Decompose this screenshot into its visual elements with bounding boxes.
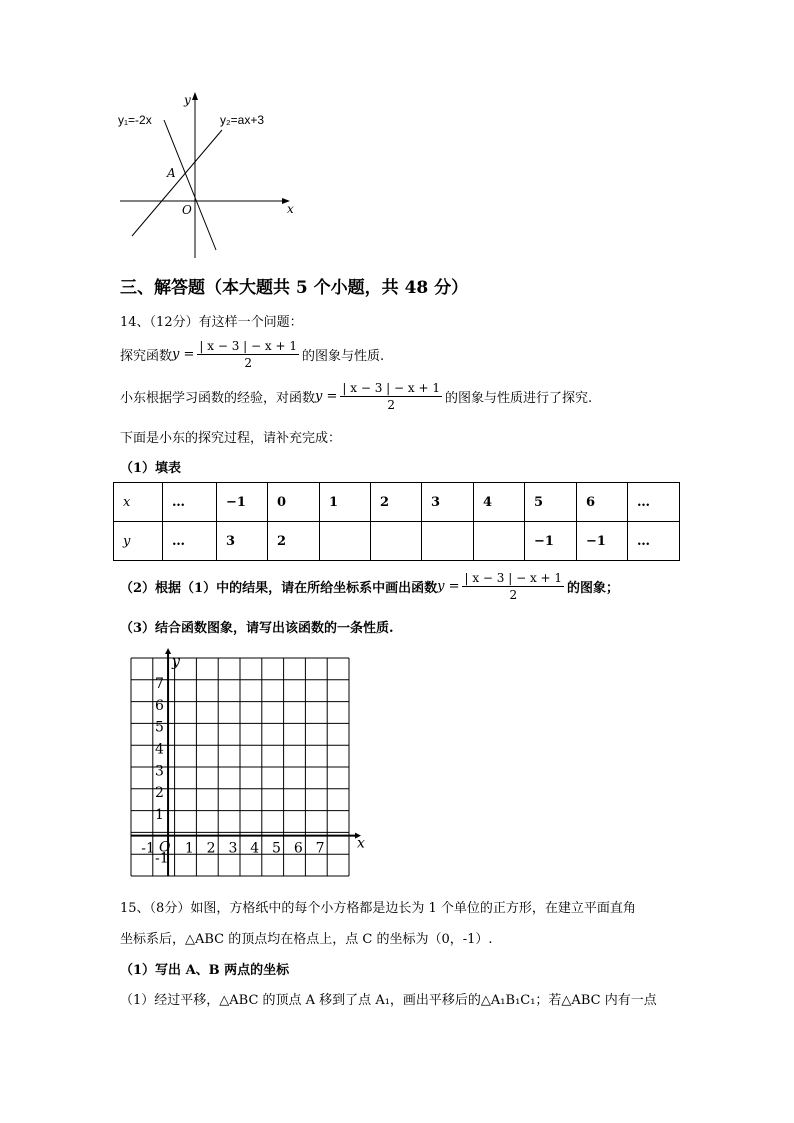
table-cell: …: [163, 483, 217, 522]
q14-line2: [120, 380, 592, 413]
grid-x-tick-label: 4: [250, 840, 260, 857]
formula-numerator: | x − 3 | − x + 1: [464, 571, 563, 585]
grid-y-tick-label: 5: [155, 719, 164, 736]
formula-denominator: 2: [244, 356, 252, 370]
table-cell-blank[interactable]: [320, 522, 371, 561]
formula-y: y =: [437, 579, 460, 594]
grid-x-tick-label: 6: [293, 840, 303, 857]
grid-x-tick-label: 7: [315, 840, 325, 857]
label-x-axis: x: [287, 202, 294, 216]
q14-header: 14、（12分）有这样一个问题：: [120, 315, 303, 330]
coordinate-grid[interactable]: [125, 650, 365, 880]
table-cell: 2: [371, 483, 422, 522]
value-table: [113, 482, 680, 561]
table-cell: …: [163, 522, 217, 561]
grid-y-axis-label: y: [172, 654, 180, 670]
table-cell: 3: [422, 483, 474, 522]
formula-fraction: [462, 570, 564, 603]
section-title: 三、解答题（本大题共 5 个小题，共 48 分）: [120, 278, 469, 298]
grid-y-tick-label: 1: [155, 806, 164, 823]
grid-origin-label: O: [159, 839, 171, 856]
q14-line2-prefix: 小东根据学习函数的经验，对函数: [120, 391, 316, 406]
table-cell: y: [114, 522, 163, 561]
q14-line2-suffix: 的图象与性质进行了探究.: [444, 391, 593, 406]
grid-x-tick-label: 5: [272, 840, 281, 857]
two-lines-figure: [110, 88, 310, 263]
grid-y-tick-label: 3: [155, 763, 164, 780]
q14-part2-prefix: （2）根据（1）中的结果，请在所给坐标系中画出函数: [120, 581, 438, 596]
q14-part2-suffix: 的图象；: [567, 581, 620, 596]
table-cell: 2: [268, 522, 320, 561]
formula-denominator: 2: [509, 588, 518, 602]
q14-line1: [120, 338, 384, 371]
table-cell: 5: [525, 483, 577, 522]
formula-y: y =: [315, 389, 338, 404]
grid-y-tick-label: 7: [155, 676, 164, 693]
q14-part2: [120, 570, 619, 603]
table-cell: −1: [525, 522, 577, 561]
grid-y-arrow: [165, 648, 171, 654]
formula-numerator: | x − 3 | − x + 1: [199, 339, 297, 353]
table-cell: …: [628, 483, 680, 522]
table-cell: …: [628, 522, 680, 561]
grid-y-tick-label: 2: [155, 785, 164, 802]
q14-line1-suffix: 的图象与性质.: [301, 349, 385, 364]
grid-x-tick-label: 2: [206, 840, 216, 857]
formula-numerator: | x − 3 | − x + 1: [342, 381, 440, 395]
grid-x-tick-label: 3: [228, 840, 238, 857]
formula-fraction: [340, 380, 442, 413]
formula-y: y =: [172, 347, 195, 362]
label-y1: y₁=-2x: [118, 113, 152, 127]
q14-line3: 下面是小东的探究过程，请补充完成：: [120, 431, 342, 446]
table-cell: 6: [577, 483, 628, 522]
q14-part3: （3）结合函数图象，请写出该函数的一条性质.: [120, 621, 394, 636]
table-cell-blank[interactable]: [371, 522, 422, 561]
table-cell: 1: [320, 483, 371, 522]
grid-x-tick-label: -1: [141, 840, 155, 857]
label-origin: O: [182, 203, 192, 217]
formula-denominator: 2: [387, 398, 395, 412]
table-cell-blank[interactable]: [474, 522, 525, 561]
table-cell-blank[interactable]: [422, 522, 474, 561]
line-y2: [132, 130, 222, 236]
y-axis-arrow: [192, 92, 198, 100]
grid-y-tick-label: -1: [155, 850, 169, 867]
grid-y-tick-label: 6: [155, 697, 164, 714]
q14-part1: （1）填表: [120, 461, 182, 476]
q15-part2: （1）经过平移，△ABC 的顶点 A 移到了点 A₁，画出平移后的△A₁B₁C₁；若△ABC 内有一点: [120, 993, 657, 1008]
formula-fraction: [197, 338, 299, 371]
q15-part1: （1）写出 A、B 两点的坐标: [120, 963, 290, 978]
table-row-y: [114, 522, 680, 561]
label-y-axis: y: [184, 93, 191, 107]
grid-x-axis-label: x: [357, 835, 365, 852]
label-point-a: A: [167, 166, 176, 180]
table-cell: 0: [268, 483, 320, 522]
table-cell: 3: [217, 522, 268, 561]
table-cell: −1: [577, 522, 628, 561]
line-y1: [164, 120, 216, 250]
table-cell: 4: [474, 483, 525, 522]
table-row-x: [114, 483, 680, 522]
q14-line1-prefix: 探究函数: [120, 349, 173, 364]
table-cell: x: [114, 483, 163, 522]
table-cell: −1: [217, 483, 268, 522]
q15-line1: 15、（8分）如图，方格纸中的每个小方格都是边长为 1 个单位的正方形，在建立平面直角: [120, 901, 636, 916]
label-y2: y₂=ax+3: [220, 113, 265, 127]
grid-y-tick-label: 4: [155, 741, 164, 758]
grid-x-tick-label: 1: [184, 840, 194, 857]
q15-line2: 坐标系后，△ABC 的顶点均在格点上，点 C 的坐标为（0，-1）.: [120, 932, 493, 947]
